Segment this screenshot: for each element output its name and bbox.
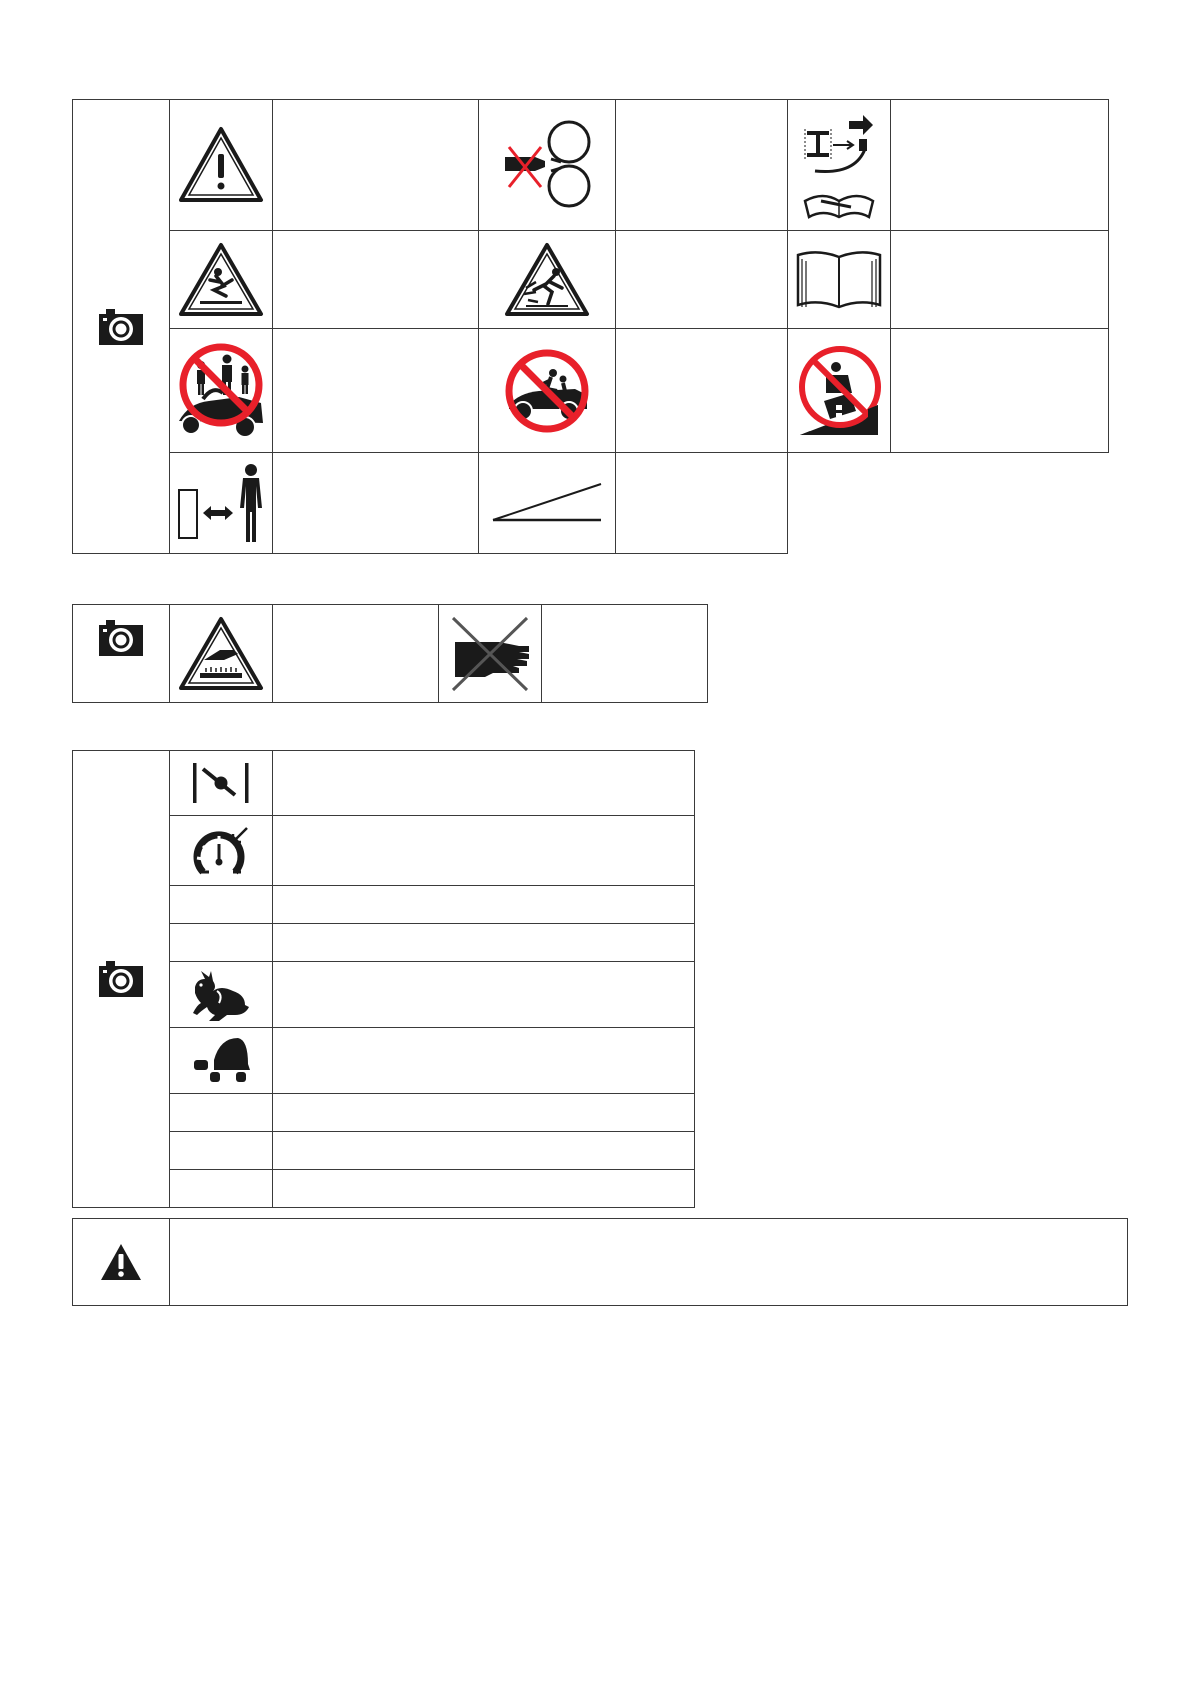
symbol-description [273,453,479,554]
control-description [273,751,695,816]
control-description [273,1170,695,1208]
hot-surface-table [72,604,708,703]
rotating-blades-hand-icon [479,100,616,231]
maintenance-manual-icon [788,100,891,231]
photo-reference-cell [73,605,170,703]
symbol-description [616,329,788,453]
warning-note-table [72,1218,1128,1306]
do-not-touch-icon [439,605,542,703]
control-symbol-cell [170,1170,273,1208]
read-manual-icon [788,231,891,329]
control-symbol-cell [170,1132,273,1170]
warning-triangle-icon [73,1243,169,1281]
safety-symbols-table [72,99,1109,554]
camera-icon [73,308,169,346]
hot-surface-icon [170,605,273,703]
slipping-hazard-icon [170,231,273,329]
symbol-description [891,231,1109,329]
slow-turtle-icon [170,1028,273,1094]
control-description [273,962,695,1028]
control-symbol-cell [170,886,273,924]
control-symbol-cell [170,924,273,962]
photo-reference-cell [73,100,170,554]
keep-distance-icon [170,453,273,554]
no-bystanders-icon [170,329,273,453]
camera-icon [73,960,169,998]
empty-cell [788,453,1109,554]
symbol-description [891,329,1109,453]
control-description [273,1028,695,1094]
symbol-description [273,100,479,231]
symbol-description [616,453,788,554]
slope-angle-icon [479,453,616,554]
camera-icon [73,619,169,657]
warning-note-text [170,1219,1128,1306]
control-description [273,886,695,924]
symbol-description [273,231,479,329]
symbol-description [273,605,439,703]
general-warning-icon [170,100,273,231]
fast-hare-icon [170,962,273,1028]
photo-reference-cell [73,751,170,1208]
controls-table [72,750,695,1208]
control-description [273,1132,695,1170]
control-symbol-cell [170,1094,273,1132]
symbol-description [542,605,708,703]
no-slope-tipping-icon [788,329,891,453]
symbol-description [616,231,788,329]
choke-icon [170,751,273,816]
control-description [273,924,695,962]
speed-control-icon [170,816,273,886]
thrown-objects-hazard-icon [479,231,616,329]
warning-icon-cell [73,1219,170,1306]
symbol-description [273,329,479,453]
symbol-description [891,100,1109,231]
no-passengers-icon [479,329,616,453]
symbol-description [616,100,788,231]
control-description [273,1094,695,1132]
control-description [273,816,695,886]
